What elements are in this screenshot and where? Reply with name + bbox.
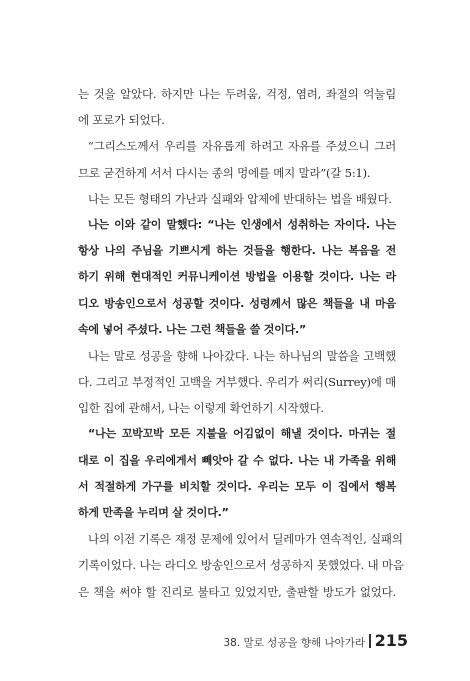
text-line: 는 것을 알았다. 하지만 나는 두려움, 걱정, 염려, 좌절의 억눌림 (78, 87, 396, 101)
text-line: 나는 말로 성공을 향해 나아갔다. 나는 하나님의 말씀을 고백했 (88, 348, 396, 363)
body-text (78, 81, 404, 605)
footer-divider (369, 634, 371, 648)
running-chapter-title: 38. 말로 성공을 향해 나아가라 (223, 637, 366, 649)
text-line: 므로 굳건하게 서서 다시는 종의 멍에를 메지 말라”(갈 5:1). (78, 165, 371, 180)
text-line: 항상 나의 주님을 기쁘시게 하는 것들을 행한다. 나는 복음을 전 (78, 244, 396, 258)
text-line: 은 책을 써야 할 진리로 불타고 있었지만, 출판할 방도가 없었다. (78, 584, 396, 599)
text-line: 나의 이전 기록은 재정 문제에 있어서 딜레마가 연속적인, 실패의 (88, 532, 403, 547)
text-line: 나는 모든 형태의 가난과 실패와 압제에 반대하는 법을 배웠다. (88, 191, 392, 206)
text-line: 기록이었다. 나는 라디오 방송인으로서 성공하지 못했었다. 내 마음 (78, 558, 404, 573)
text-line: “나는 꼬박꼬박 모든 지불을 어김없이 해낼 것이다. 마귀는 절 (88, 427, 396, 441)
text-line: 서 적절하게 가구를 비치할 것이다. 우리는 모두 이 집에서 행복 (78, 479, 396, 493)
text-line: 나는 이와 같이 말했다: “나는 인생에서 성취하는 자이다. 나는 (88, 217, 396, 231)
text-line: 다. 그리고 부정적인 고백을 거부했다. 우리가 써리(Surrey)에 매 (78, 375, 397, 390)
text-line: 하기 위해 현대적인 커뮤니케이션 방법을 이용할 것이다. 나는 라 (78, 270, 396, 284)
text-line: 대로 이 집을 우리에게서 빼앗아 갈 수 없다. 나는 내 가족을 위해 (78, 453, 396, 467)
text-line: 속에 넣어 주셨다. 나는 그런 책들을 쓸 것이다.” (78, 322, 307, 336)
text-line: 디오 방송인으로서 성공할 것이다. 성령께서 많은 책들을 내 마음 (78, 296, 396, 310)
text-line: 입한 집에 관해서, 나는 이렇게 확언하기 시작했다. (78, 401, 324, 416)
text-line: “그리스도께서 우리를 자유롭게 하려고 자유를 주셨으니 그러 (88, 139, 396, 154)
page-number: 215 (374, 631, 408, 650)
text-line: 하게 만족을 누리며 살 것이다.” (78, 506, 229, 519)
page-footer (223, 631, 408, 650)
text-line: 에 포로가 되었다. (78, 113, 165, 128)
